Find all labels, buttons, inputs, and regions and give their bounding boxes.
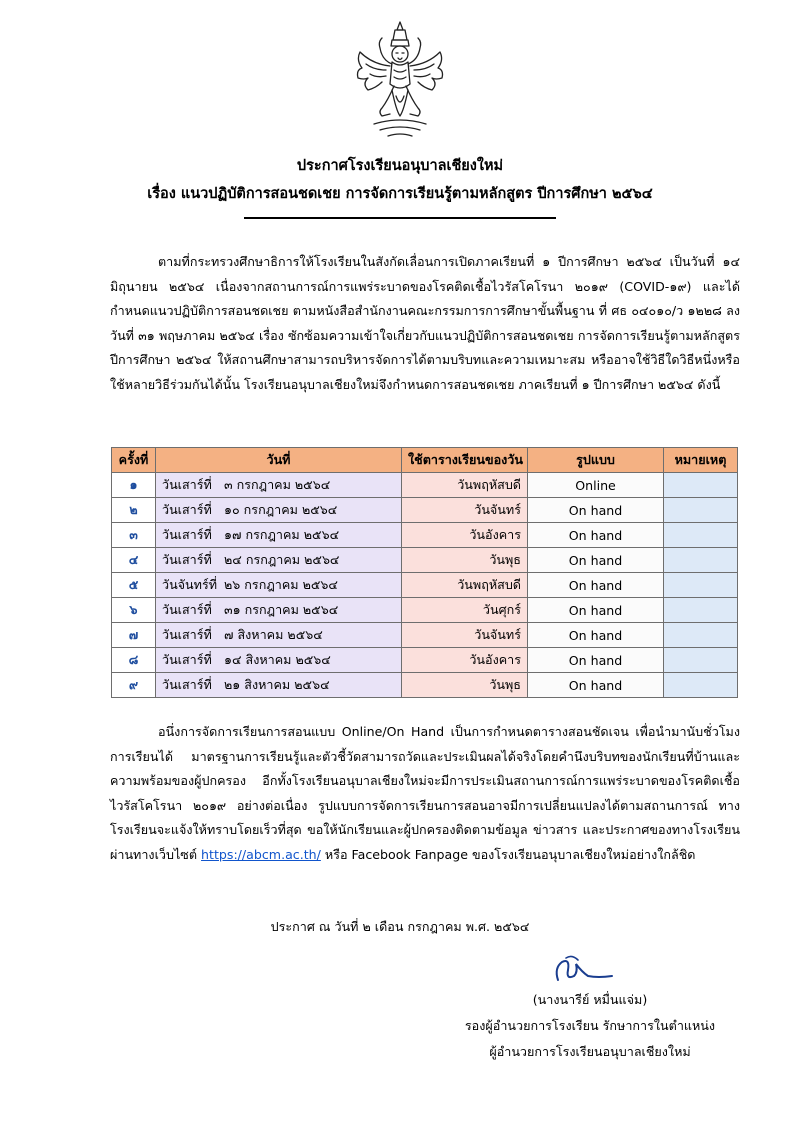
intro-paragraph — [110, 250, 740, 398]
row-number: ๕ — [112, 573, 156, 598]
table-row — [112, 498, 738, 523]
table-row — [112, 648, 738, 673]
row-note — [664, 623, 738, 648]
handwritten-signature — [548, 950, 618, 990]
row-date — [156, 623, 402, 648]
row-date — [156, 548, 402, 573]
table-row — [112, 473, 738, 498]
row-note — [664, 473, 738, 498]
header-note: หมายเหตุ — [664, 448, 738, 473]
row-timetable-day: วันอังคาร — [402, 523, 528, 548]
row-note — [664, 598, 738, 623]
website-link[interactable]: https://abcm.ac.th/ — [201, 846, 321, 862]
row-date — [156, 498, 402, 523]
row-day-word: วันเสาร์ที่ — [162, 527, 212, 542]
row-timetable-day: วันจันทร์ — [402, 623, 528, 648]
row-note — [664, 573, 738, 598]
row-date-value: ๒๑ สิงหาคม ๒๕๖๔ — [224, 677, 330, 692]
row-format: On hand — [528, 523, 664, 548]
row-date — [156, 473, 402, 498]
row-note — [664, 498, 738, 523]
row-timetable-day: วันพุธ — [402, 548, 528, 573]
notice-text-end: หรือ Facebook Fanpage ของโรงเรียนอนุบาลเชียงใหม่อย่างใกล้ชิด — [324, 846, 696, 862]
row-date-value: ๓ กรกฎาคม ๒๕๖๔ — [224, 477, 331, 492]
row-timetable-day: วันศุกร์ — [402, 598, 528, 623]
table-row — [112, 623, 738, 648]
table-row — [112, 598, 738, 623]
announcement-date: ประกาศ ณ วันที่ ๒ เดือน กรกฎาคม พ.ศ. ๒๕๖๔ — [270, 919, 530, 934]
row-number: ๑ — [112, 473, 156, 498]
table-row — [112, 573, 738, 598]
row-date — [156, 673, 402, 698]
row-date-value: ๑๐ กรกฎาคม ๒๕๖๔ — [224, 502, 338, 517]
row-timetable-day: วันพุธ — [402, 673, 528, 698]
row-format: On hand — [528, 623, 664, 648]
row-format: On hand — [528, 573, 664, 598]
row-day-word: วันเสาร์ที่ — [162, 652, 212, 667]
header-no: ครั้งที่ — [112, 448, 156, 473]
row-day-word: วันเสาร์ที่ — [162, 502, 212, 517]
row-note — [664, 673, 738, 698]
document-title: ประกาศโรงเรียนอนุบาลเชียงใหม่ — [296, 158, 504, 174]
intro-text: ตามที่กระทรวงศึกษาธิการให้โรงเรียนในสังกัดเลื่อนการเปิดภาคเรียนที่ ๑ ปีการศึกษา ๒๕๖๔ เป็นวันที่ ๑๔ มิถุนายน ๒๕๖๔ เนื่องจากสถานการณ์การแพร่ระบาดของโรคติดเชื้อไวรัสโคโรนา ๒๐๑๙ (COVID-๑๙) และได้กำหนดแนวปฏิบัติการสอนชดเชย ตามหนังสือสำนักงานคณะกรรมการการศึกษาขั้นพื้นฐาน ที่ ศธ ๐๔๐๑๐/ว ๑๒๒๘ ลงวันที่ ๓๑ พฤษภาคม ๒๕๖๔ เรื่อง ซักซ้อมความเข้าใจเกี่ยวกับแนวปฏิบัติการสอนชดเชย การจัดการเรียนรู้ตามหลักสูตร ปีการศึกษา ๒๕๖๔ ให้สถานศึกษาสามารถบริหารจัดการได้ตามบริบทและความเหมาะสม หรืออาจใช้วิธีใดวิธีหนึ่งหรือใช้หลายวิธีร่วมกันได้นั้น โรงเรียนอนุบาลเชียงใหม่จึงกำหนดการสอนชดเชย ภาคเรียนที่ ๑ ปีการศึกษา ๒๕๖๔ ดังนี้ — [110, 254, 740, 392]
row-format: On hand — [528, 673, 664, 698]
row-timetable-day: วันพฤหัสบดี — [402, 573, 528, 598]
row-date-value: ๓๑ กรกฎาคม ๒๕๖๔ — [224, 602, 339, 617]
row-number: ๓ — [112, 523, 156, 548]
schedule-table — [111, 447, 738, 698]
row-day-word: วันจันทร์ที่ — [162, 577, 218, 592]
row-number: ๔ — [112, 548, 156, 573]
table-row — [112, 523, 738, 548]
row-date-value: ๑๗ กรกฎาคม ๒๕๖๔ — [224, 527, 340, 542]
row-date-value: ๒๔ กรกฎาคม ๒๕๖๔ — [224, 552, 340, 567]
row-number: ๗ — [112, 623, 156, 648]
row-date — [156, 523, 402, 548]
row-timetable-day: วันพฤหัสบดี — [402, 473, 528, 498]
notice-text: อนึ่งการจัดการเรียนการสอนแบบ Online/On Hand เป็นการกำหนดตารางสอนชัดเจน เพื่อนำมานับชั่วโมงการเรียนได้ มาตรฐานการเรียนรู้และตัวชี้วัดสามารถวัดและประเมินผลได้จริงโดยคำนึงบริบทของนักเรียนที่บ้านและความพร้อมของผู้ปกครอง อีกทั้งโรงเรียนอนุบาลเชียงใหม่จะมีการประเมินสถานการณ์การแพร่ระบาดของโรคติดเชื้อไวรัสโคโรนา ๒๐๑๙ อย่างต่อเนื่อง รูปแบบการจัดการเรียนการสอนอาจมีการเปลี่ยนแปลงได้ตามสถานการณ์ ทางโรงเรียนจะแจ้งให้ทราบโดยเร็วที่สุด ขอให้นักเรียนและผู้ปกครองติดตามข้อมูล ข่าวสาร และประกาศของทางโรงเรียนผ่านทางเว็บไซต์ — [110, 724, 740, 862]
row-number: ๙ — [112, 673, 156, 698]
row-day-word: วันเสาร์ที่ — [162, 627, 212, 642]
row-day-word: วันเสาร์ที่ — [162, 677, 212, 692]
row-note — [664, 523, 738, 548]
header-date: วันที่ — [156, 448, 402, 473]
row-number: ๖ — [112, 598, 156, 623]
row-format: On hand — [528, 498, 664, 523]
signer-position: รองผู้อำนวยการโรงเรียน รักษาการในตำแหน่ง — [464, 1018, 716, 1033]
document-subject: เรื่อง แนวปฏิบัติการสอนชดเชย การจัดการเรียนรู้ตามหลักสูตร ปีการศึกษา ๒๕๖๔ — [147, 186, 653, 202]
row-format: On hand — [528, 598, 664, 623]
notice-paragraph — [110, 720, 740, 868]
signer-organization: ผู้อำนวยการโรงเรียนอนุบาลเชียงใหม่ — [489, 1044, 691, 1059]
row-format: On hand — [528, 548, 664, 573]
row-number: ๒ — [112, 498, 156, 523]
row-note — [664, 548, 738, 573]
schedule-header-row — [112, 448, 738, 473]
row-day-word: วันเสาร์ที่ — [162, 602, 212, 617]
table-row — [112, 673, 738, 698]
row-date-value: ๑๔ สิงหาคม ๒๕๖๔ — [224, 652, 331, 667]
row-format: Online — [528, 473, 664, 498]
garuda-emblem-icon — [352, 20, 448, 138]
row-date — [156, 648, 402, 673]
row-date — [156, 598, 402, 623]
row-number: ๘ — [112, 648, 156, 673]
row-timetable-day: วันจันทร์ — [402, 498, 528, 523]
row-date-value: ๒๖ กรกฎาคม ๒๕๖๔ — [224, 577, 338, 592]
row-day-word: วันเสาร์ที่ — [162, 552, 212, 567]
header-timetable: ใช้ตารางเรียนของวัน — [402, 448, 528, 473]
row-date-value: ๗ สิงหาคม ๒๕๖๔ — [224, 627, 323, 642]
table-row — [112, 548, 738, 573]
row-day-word: วันเสาร์ที่ — [162, 477, 212, 492]
row-timetable-day: วันอังคาร — [402, 648, 528, 673]
title-divider — [244, 217, 556, 219]
header-format: รูปแบบ — [528, 448, 664, 473]
row-note — [664, 648, 738, 673]
row-date — [156, 573, 402, 598]
signer-name: (นางนารีย์ หมื่นแจ่ม) — [532, 992, 648, 1007]
row-format: On hand — [528, 648, 664, 673]
